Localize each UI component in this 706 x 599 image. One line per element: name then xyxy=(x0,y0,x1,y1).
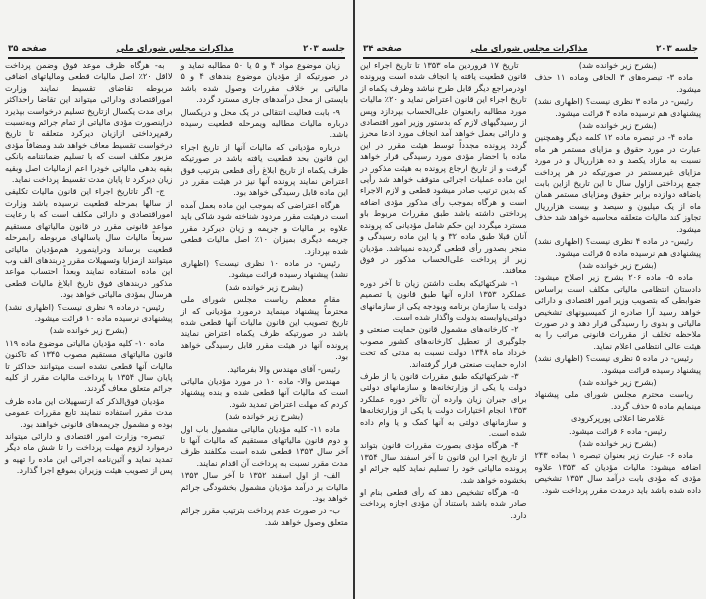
paragraph: غلامرضا اعلائی پورپرکرودی xyxy=(570,413,665,424)
paragraph: ماده ۳- تبصره‌های ۳ الحاقی وماده ۱۱ حذف میشود. xyxy=(534,72,701,94)
page-header xyxy=(363,42,698,59)
paragraph: (بشرح زیر خوانده شد) xyxy=(578,376,657,387)
paragraph: ۲- کارخانه‌های مشمول قانون حمایت صنعتی و جلوگیری از تعطیل کارخانه‌های کشور مصوب خرداد ماه ۱۳۴۸ دولت نسبت به مدتی که تحت اداره حمایت صنعتی قرار گرفته‌اند. xyxy=(360,324,527,369)
paragraph: مؤدیان فوق‌الذکر که ازتسهیلات این ماده ظرف مدت مقرر استفاده ننمایند تابع مقررات عمومی بوده و مشمول جریمه‌های قانونی خواهند بود. xyxy=(5,395,173,429)
paragraph: (بشرح زیر خوانده شد) xyxy=(578,120,657,131)
paragraph: (بشرح زیر خوانده شد) xyxy=(578,259,657,270)
paragraph: ریاست محترم مجلس شورای ملی پیشنهاد مینمایم ماده ۵ حذف گردد. xyxy=(534,389,701,411)
text-column-right xyxy=(181,60,349,529)
paragraph: رئیس- در ماده ۴ نظری نیست؟ (اظهاری نشد) پیشنهادی هم نرسیده ماده ۵ قرائت میشود. xyxy=(534,236,701,258)
paragraph: هرگاه اعتراضی که بموجب این ماده بعمل آمده است درهیئت مقرر مردود شناخته شود شاکی باید علاوه بر مالیات و جریمه و زیان دیرکرد مقرر جریمه دیگری بمیزان ۱۰٪ اصل مالیات قطعی شده بپردازد. xyxy=(180,199,348,256)
paragraph: ۳- شرکتهائیکه طبق مقررات قانون یا از طرف دولت یا یکی از وزارتخانه‌ها و سازمانهای دولتی برای جبران زیان وارده آن تاآخر دوره عملکرد ۱۳۵۳ انجام اختیارات دولت یا یکی از وزارتخانه‌ها و سازمانهای دولتی به آنها کمک و یا وام داده شده است. xyxy=(360,370,527,438)
paragraph: (بشرح زیر خوانده شد) xyxy=(225,281,304,292)
page-number: صفحه ۳۵ xyxy=(8,43,47,54)
paragraph: مهندس والا- ماده ۱۰ در مورد مؤدیان مالیاتی است که مالیات آنها قطعی شده و بنده پیشنهاد کردم که مهلت اعتراض تمدید شود. xyxy=(180,375,348,409)
paragraph: ۴- هرگاه مؤدی بصورت مقررات قانون بتواند از تاریخ اجرا این قانون تا آخر اسفند سال ۱۳۵۴ پرونده مالیاتی خود را تسلیم نماید کلیه جرائم او بخشوده خواهد شد. xyxy=(360,440,527,485)
paragraph: (بشرح زیر خوانده شد) xyxy=(578,60,657,70)
paragraph: رئیس- آقای مهندس والا بفرمائید. xyxy=(227,363,340,374)
right-page xyxy=(353,0,706,599)
paragraph: ماده ۱۰- کلیه مؤدیان مالیاتی موضوع ماده ۱۱۹ قانون مالیاتهای مستقیم مصوب ۱۳۴۵ که تاکنون مالیات آنها قطعی نشده است میتوانند حداکثر تا پایان سال ۱۳۵۴ با پرداخت مالیات مقرر از کلیه جرائم متعلق معاف گردند. xyxy=(5,337,173,394)
paragraph: (بشرح زیر خوانده شد) xyxy=(49,325,128,336)
paragraph: رئیس- در ماده ۵ نظری نیست؟ (اظهاری نشد) پیشنهاد رسیده قرائت میشود. xyxy=(534,353,701,375)
text-column-left xyxy=(5,60,173,529)
text-column-left xyxy=(360,60,527,522)
paragraph: درباره مؤدیانی که مالیات آنها از تاریخ اجراء این قانون بحد قطعیت یافته باشد در صورتیکه ظرف یکماه از تاریخ ابلاغ رأی قطعی بترتیب فوق اعتراض نمایند پرونده آنها نیز در هیئت مقرر در این ماده قابل رسیدگی خواهد بود. xyxy=(180,141,348,198)
paragraph: ماده ۶- عبارت زیر بعنوان تبصره ۱ بماده ۲۴۳ اضافه میشود: مالیات مؤدیان که ۱۳۵۳ علاوه مؤدی که مؤدی بابت درآمد سال ۱۳۵۳ تشخیص داده شده باشد باید درمدت مقرر پرداخت شود. xyxy=(534,450,701,495)
paragraph: (بشرح زیر خوانده شد) xyxy=(225,411,304,422)
paragraph: رئیس- ماده ۶ قرائت میشود. xyxy=(569,425,667,436)
header-title: مذاکرات مجلس شورای ملی xyxy=(116,43,234,54)
paragraph: رئیس- در ماده ۳ نظری نیست؟ (اظهاری نشد) پیشنهادی هم نرسیده ماده ۴ قرائت میشود. xyxy=(534,96,701,118)
paragraph: زیان موضوع مواد ۴ و ۵ یا ۵۰ مطالبه نماید و در صورتیکه از مؤدیان موضوع بندهای ۴ و ۵ مالیاتی بر خلاف مقررات وصول شده باشد بایستی از محل درآمدهای جاری مسترد گردد. xyxy=(180,60,348,105)
paragraph: رئیس- در ماده ۱۰ نظری نیست؟ (اظهاری نشد) پیشنهاد رسیده قرائت میشود. xyxy=(180,257,348,280)
page-header xyxy=(8,42,345,59)
paragraph: ماده ۱۱- کلیه مؤدیان مالیاتی مشمول باب اول و دوم قانون مالیاتهای مستقیم که مالیات آنها تا آخر سال ۱۳۵۳ قطعی شده است مکلفند ظرف مدت مقرر نسبت به پرداخت آن اقدام نمایند. xyxy=(180,423,348,468)
session-number: جلسه ۲۰۳ xyxy=(303,43,345,54)
paragraph: ج- اگر تاتاریخ اجراء این قانون مالیات تکلیفی از سالها بمرحله قطعیت نرسیده باشد وزارت اموراقتصادی و دارائی مکلف است که با رعایت مواعد قانونی مقرر در قانون مالیاتهای مستقیم سریعاً مالیات سال یاسالهای مربوطه رابمرحله قطعیت برساند ودراینمورد هم‌مؤدیان مالیاتی میتوانند ازمزایا وتسهیلات مقرر دربندهای الف وب این ماده استفاده نمایند وبعداً احتساب مواعد مذکور دربندهای فوق تاریخ ابلاغ مالیات قطعی هرسال بمؤدی مالیاتی خواهد بود. xyxy=(5,186,173,300)
paragraph: ماده ۵- ماده ۲۰۶ بشرح زیر اصلاح میشود: دادستان انتظامی مالیاتی مکلف است براساس ضوابطی که بتصویب وزیر امور اقتصادی و دارائی خواهد رسید آرا صادره از کمیسیونهای تشخیص مالیاتی و بدوی را رسیدگی قرار دهد و در صورت ملاحظه تخلف از مقررات قانونی مراتب را به هیئت عالی انتظامی اعلام نماید. xyxy=(534,272,701,351)
paragraph: تبصره- وزارت امور اقتصادی و دارائی میتواند درموارد لزوم مهلت پرداخت را تا شش ماه دیگر تمدید نماید و آئین‌نامه اجرائی این ماده را تهیه و پس از تصویب هیئت وزیران بموقع اجرا گذارد. xyxy=(5,431,173,476)
paragraph: ۵- هرگاه تشخیص دهد که رأی قطعی بنام او صادر شده باشد باستناد آن مؤدی اجازه پرداخت دارد. xyxy=(360,487,527,520)
paragraph: (بشرح زیر خوانده شد) xyxy=(578,438,657,448)
session-number: جلسه ۲۰۳ xyxy=(656,43,698,54)
page-number: صفحه ۳۴ xyxy=(363,43,402,54)
paragraph: ۹- بابت فعالیت انتقالی در یک محل و دریکسال درباره مالیات مطالبه ویمرحله قطعیت رسیده باشد. xyxy=(180,106,348,140)
paragraph: تاریخ ۱۷ فروردین ماه ۱۳۵۳ تا تاریخ اجراء این قانون قطعیت یافته یا انجاف شده است ویرونده اودرمراجع دیگر قابل طرح نباشد وظرف یکماه از تاریخ اجراء این قانون اعتراض نماید و ۲۰٪ مالیات مورد مطالبه رابعنوان علی‌الحساب بپردازد وپس از رسیدگیهای لازم که بدستور وزیر امور اقتصادی و دارائی بعمل خواهد آمد انجاف مورد ادعا محرز گردد پرونده مجدداً توسط هیئت مقرر در این ماده با احضار مؤدی مورد رسیدگی قرار خواهد گرفت و از تاریخ ارجاع پرونده به هیئت مذکور در این ماده عملیات اجرائی متوقف خواهد شد رأیی که بدین ترتیب صادر میشود قطعی و لازم الاجراء است و هرگاه بموجب رأی مذکور مؤدی اضافه پرداختی داشته باشد طبق مقررات مربوط باو مسترد میگردد این حکم شامل مؤدیانی که پرونده آنان قبلا طبق ماده ۳۲ و یا این ماده رسیدگی و منجر بصدور رأی قطعی گردیده نمیباشد. مؤدیان زیر از پرداخت علی‌الحساب مذکور در فوق معافند. xyxy=(360,60,527,276)
paragraph: مقام معظم ریاست مجلس شورای ملی محترماً پیشنهاد مینماید درمورد مؤدیانی که از تاریخ تصویب این قانون مالیات آنها قطعی شده باشد در صورتیکه ظرف یکماه اعتراض نمایند پرونده آنها در هیئت مقرر قابل رسیدگی خواهد بود. xyxy=(180,294,348,362)
text-column-right xyxy=(535,60,702,522)
paragraph: ۱- شرکتهائیکه بعلت داشتن زیان تا آخر دوره عملکرد ۱۳۵۳ اداره آنها طبق قانون یا تصمیم دولت یا سازمان برنامه وبودجه یکی از سازمانهای دولتی‌یاوابسته بدولت واگذار شده است. xyxy=(360,277,527,322)
paragraph: رئیس- درماده ۹ نظری نیست؟ (اظهاری نشد) پیشنهادی نرسیده ماده ۱۰ قرائت میشود. xyxy=(5,301,173,323)
paragraph: ماده ۴- در تبصره ماده ۱۲ کلمه دیگر وهمچنین عبارت در مورد حقوق و مزایای مستمر هر ماه نسبت به مازاد یکصد و ده هزارریال و در مورد مزایای غیرمستمر در صورتیکه در هر پرداخت جمع پرداختی ازاول سال تا این تاریخ ازاین بابت باضافه دوازده برابر حقوق ومزایای مستمر همان ماه از یک میلیون و سیصد و بیست هزارریال تجاوز کند مالیات متعلقه محاسبه خواهد شد حذف میشود. xyxy=(534,132,701,234)
header-title: مذاکرات مجلس شورای ملی xyxy=(470,43,588,54)
paragraph: الف- از اول اسفند ۱۳۵۲ تا آخر سال ۱۳۵۳ مالیات بر درآمد مؤدیان مشمول بخشودگی جرائم خواهد بود. xyxy=(180,470,348,504)
paragraph: ب- در صورت عدم پرداخت بترتیب مقرر جرائم متعلق وصول خواهد شد. xyxy=(180,505,348,527)
paragraph: به- هرگاه ظرف موعد فوق وضمن پرداخت لااقل ۲۰٪ اصل مالیات قطعی ومالیاتهای اضافی مربوطه تقاضای تقسیط نمایند وزارت اموراقتصادی ودارائی میتواند این تقاضا راحداکثر برای مدت یکسال ازتاریخ تسلیم درخواست بپذیرد دراینصورت مؤدی مالیاتی از تمام جرائم وبه‌نسبت رقم‌پرداختی ازازیان دیرکرد متعلقه تا تاریخ درخواست تقسیط معاف خواهد شد ومضافاً مؤدی مزبور مکلف است که با تسلیم ضمانتنامه بانکی بقیه بدهی مالیاتی خودرا اعم ازمالیات اصل وبقیه زیان دیرکرد تا پایان مدت تقسیط پرداخت نماید. xyxy=(5,60,173,185)
